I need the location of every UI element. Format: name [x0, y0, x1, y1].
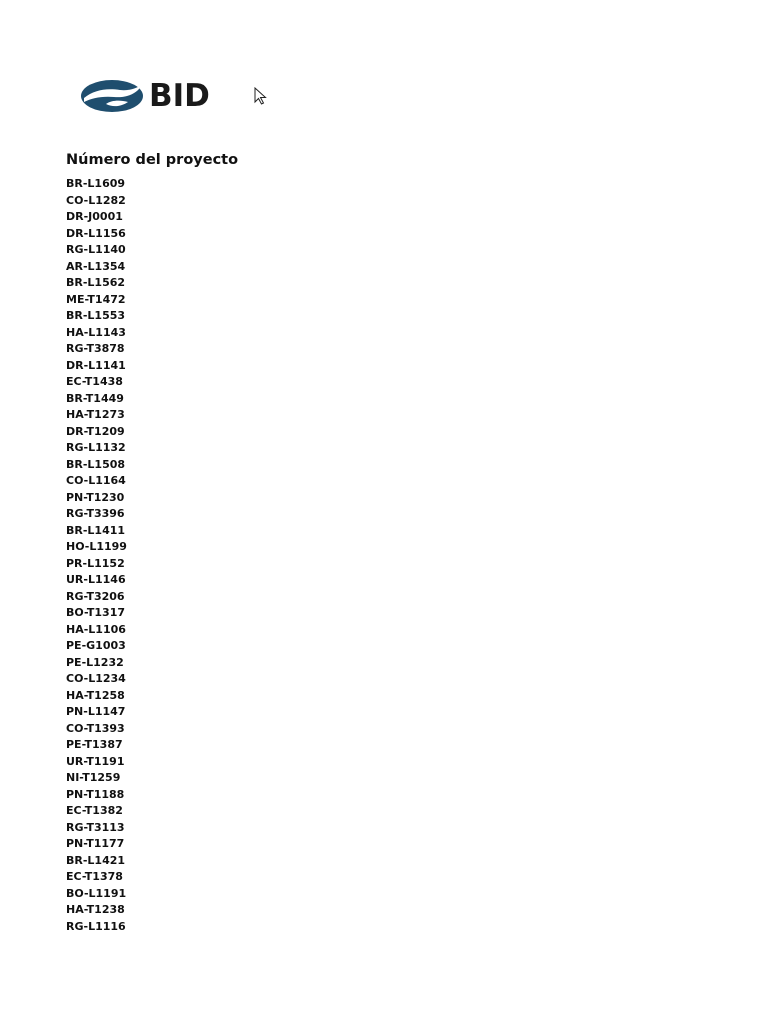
- project-number-item: DR-L1141: [66, 358, 126, 372]
- project-number-item: PN-T1188: [66, 787, 125, 801]
- project-number-item: BR-L1421: [66, 853, 126, 867]
- project-number-item: PN-T1230: [66, 490, 125, 504]
- project-number-item: RG-L1132: [66, 441, 126, 454]
- project-number-item: DR-L1156: [66, 226, 126, 240]
- project-number-item: CO-L1164: [66, 474, 126, 487]
- project-number-item: BR-T1449: [66, 391, 124, 405]
- project-number-item: RG-T3206: [66, 589, 125, 603]
- project-number-item: PE-G1003: [66, 639, 126, 652]
- bid-emblem-icon: [80, 78, 144, 114]
- project-number-item: EC-T1382: [66, 804, 123, 817]
- project-number-list: [66, 176, 127, 935]
- project-number-item: ME-T1472: [66, 292, 126, 306]
- project-number-item: PE-T1387: [66, 738, 123, 751]
- project-number-item: CO-L1282: [66, 193, 126, 207]
- project-number-item: HA-T1258: [66, 688, 125, 702]
- column-heading: Número del proyecto: [66, 152, 239, 168]
- project-number-item: HA-L1106: [66, 622, 126, 636]
- project-number-item: BR-L1508: [66, 457, 126, 471]
- project-number-item: UR-L1146: [66, 573, 126, 586]
- project-number-item: BO-T1317: [66, 606, 126, 619]
- project-number-item: CO-L1234: [66, 672, 126, 685]
- project-number-item: DR-T1209: [66, 424, 125, 438]
- project-number-item: RG-T3878: [66, 342, 125, 355]
- project-number-item: BR-L1553: [66, 309, 126, 322]
- arrow-cursor-icon: [254, 87, 268, 105]
- project-number-item: BR-L1562: [66, 276, 126, 289]
- project-number-item: RG-L1116: [66, 919, 126, 933]
- project-number-item: BO-L1191: [66, 886, 127, 900]
- project-number-item: HO-L1199: [66, 540, 127, 553]
- project-number-item: BR-L1411: [66, 523, 126, 537]
- project-number-item: PR-L1152: [66, 556, 125, 570]
- bid-logo: [80, 76, 240, 116]
- project-number-item: EC-T1438: [66, 375, 123, 388]
- project-number-item: CO-T1393: [66, 721, 125, 735]
- project-number-item: BR-L1609: [66, 177, 126, 190]
- project-number-item: UR-T1191: [66, 754, 125, 768]
- bid-wordmark: BID: [149, 77, 210, 114]
- project-number-item: DR-J0001: [66, 210, 123, 223]
- project-number-item: AR-L1354: [66, 259, 126, 273]
- project-number-item: HA-L1143: [66, 325, 126, 339]
- project-number-item: NI-T1259: [66, 771, 121, 784]
- project-number-item: HA-T1273: [66, 408, 125, 421]
- project-number-item: PN-T1177: [66, 837, 125, 850]
- project-number-item: EC-T1378: [66, 870, 123, 883]
- project-number-item: PE-L1232: [66, 655, 124, 669]
- project-number-item: RG-L1140: [66, 243, 126, 256]
- project-number-item: RG-T3396: [66, 507, 125, 520]
- project-number-item: HA-T1238: [66, 903, 125, 916]
- project-number-item: RG-T3113: [66, 820, 125, 834]
- project-number-item: PN-L1147: [66, 705, 126, 718]
